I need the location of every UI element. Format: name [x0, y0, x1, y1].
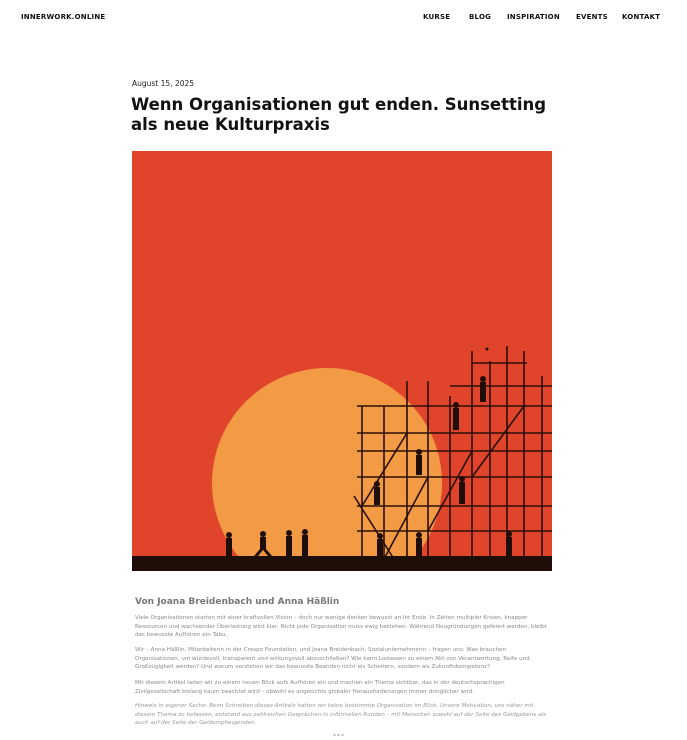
nav-kurse[interactable]: KURSE — [423, 13, 451, 21]
nav-kontakt[interactable]: KONTAKT — [622, 13, 661, 21]
sunset-scaffolding-illustration — [132, 151, 552, 571]
hero-image — [132, 151, 552, 571]
body-paragraph-1: Viele Organisationen starten mit einer kraftvollen Vision – doch nur wenige denken bewusst an ihr Ende. In Zeiten multipler Krisen, knapper Ressourcen und wachsender Überlastung wird klar: Nicht jede Organisation muss ewig bestehen. Während Neugründungen gefeiert werden, bleibt das bewusste Aufhören ein Tabu. — [135, 615, 547, 639]
author-byline: Von Joana Breidenbach und Anna Häßlin — [135, 597, 340, 607]
body-paragraph-2: Wir – Anna Häßlin, Mitarbeiterin in der Crespo Foundation, und Joana Breidenbach, Sozialunternehmerin – fragen uns: Was brauchen Organisationen, um würdevoll, transparent und wirkungsvoll abzuschließen? Wie kann Loslassen zu einem Akt von Verantwortung, Reife und Großzügigkeit werden? Und warum verstehen wir das bewusste Beenden nicht als Scheitern, sondern als Zukunftskompetenz? — [135, 647, 530, 671]
nav-blog[interactable]: BLOG — [469, 13, 492, 21]
body-paragraph-3: Mit diesem Artikel laden wir zu einem neuen Blick aufs Aufhören ein und machen ein Thema sichtbar, das in der deutschsprachigen Zivilgesellschaft bislang kaum beachtet wird – obwohl es angesichts globaler Herausforderungen immer dringlicher wird. — [135, 680, 505, 695]
post-date: August 15, 2025 — [132, 79, 195, 88]
top-navigation — [0, 0, 687, 36]
nav-events[interactable]: EVENTS — [576, 13, 608, 21]
section-separator: *** — [333, 733, 345, 740]
nav-inspiration[interactable]: INSPIRATION — [507, 13, 560, 21]
site-logo[interactable]: INNERWORK.ONLINE — [21, 13, 106, 21]
body-paragraph-note: Hinweis in eigener Sache: Beim Schreiben dieses Artikels hatten wir keine bestimmte Organisation im Blick. Unsere Motivation, uns näher mit diesem Thema zu befassen, entstand aus zahlreichen Gesprächen in informellen Runden – mit Menschen sowohl auf der Seite des Geldgebens als auch auf der Seite der Geldempfangenden. — [135, 703, 546, 727]
page-title: Wenn Organisationen gut enden. Sunsetting als neue Kulturpraxis — [131, 95, 547, 134]
